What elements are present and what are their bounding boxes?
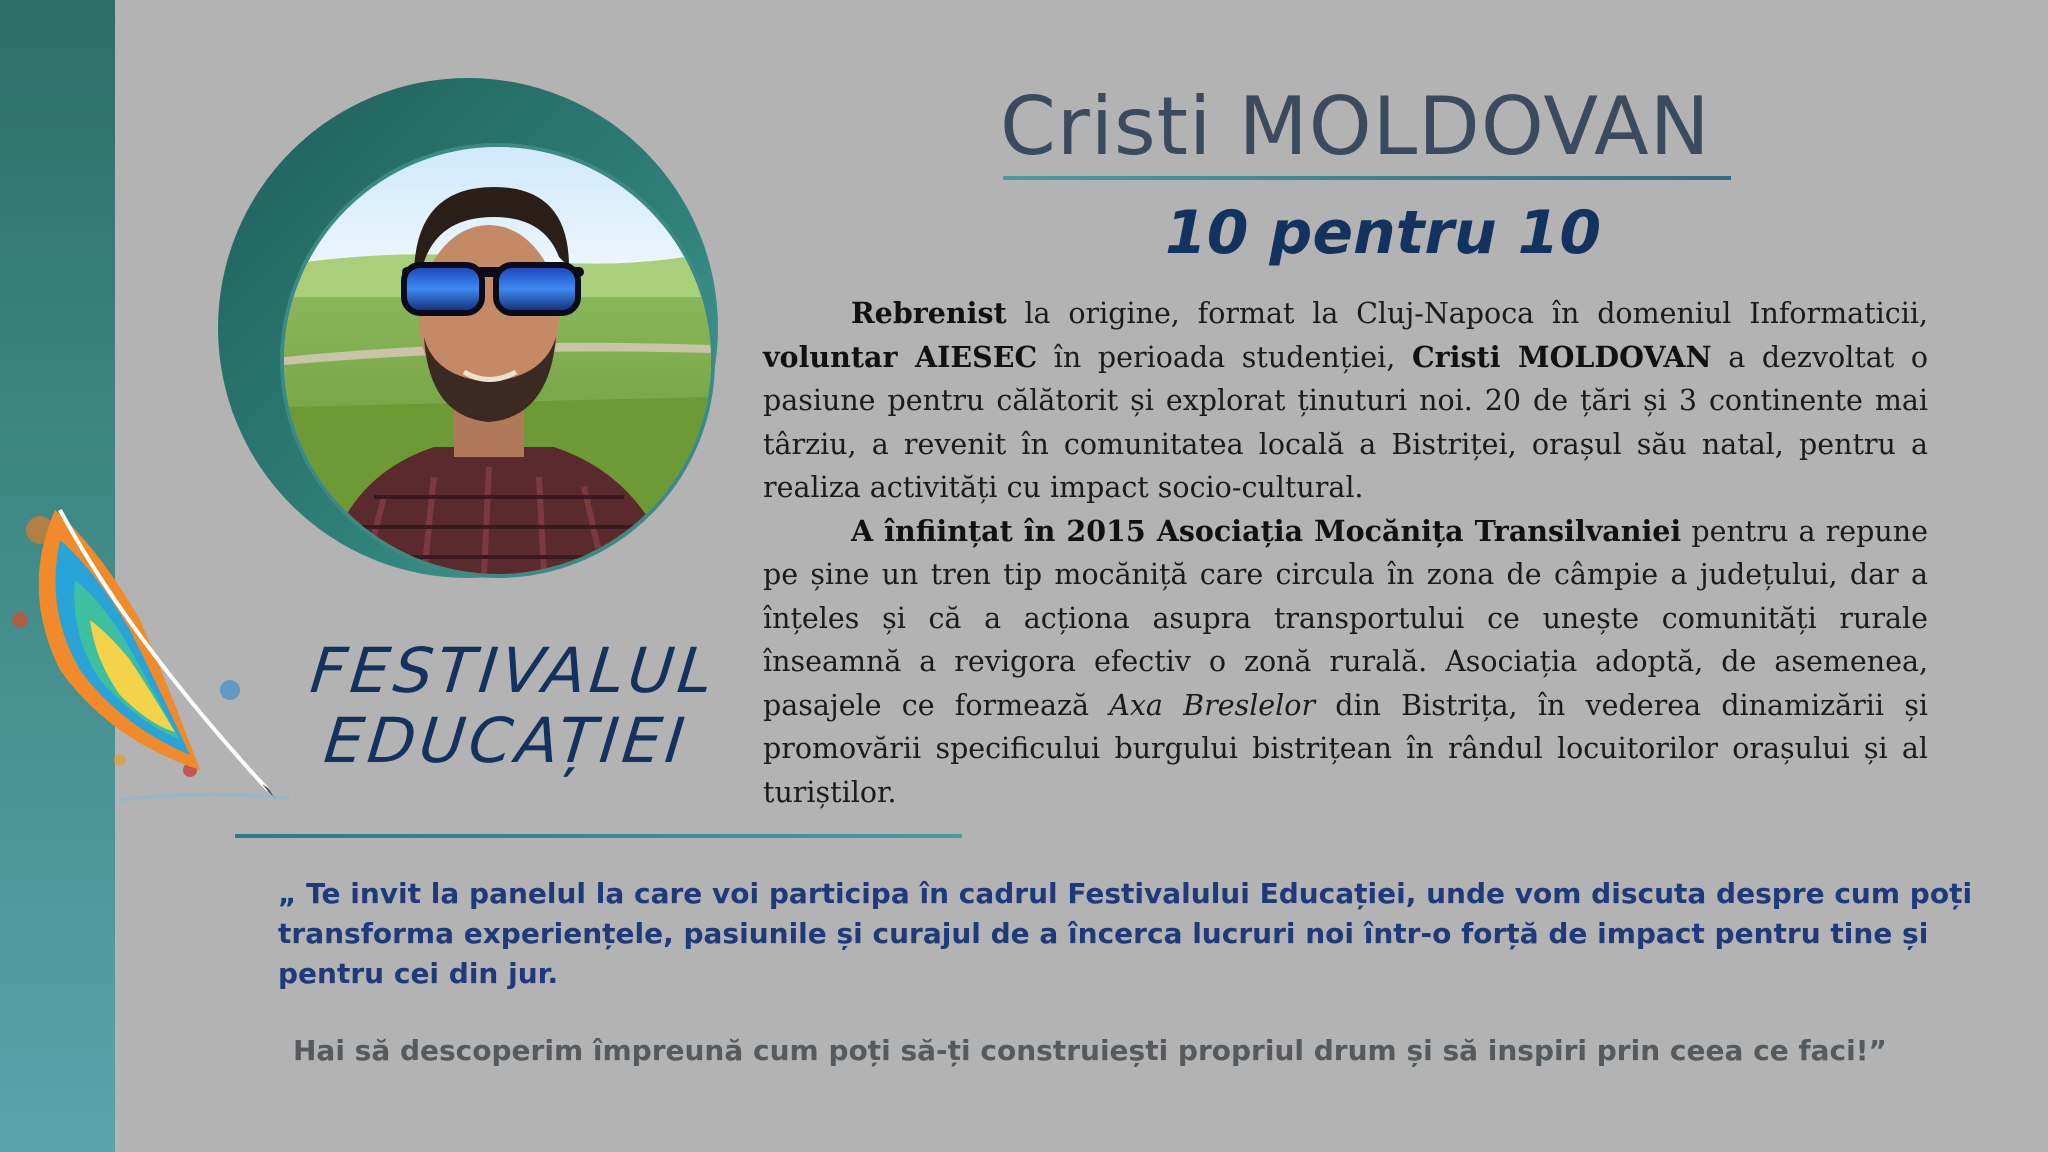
- speaker-quote-closing: Hai să descoperim împreună cum poți să-ți construiești propriul drum și să inspiri prin ceea ce faci!”: [293, 1034, 1887, 1067]
- festival-line-2: EDUCAȚIEI: [320, 704, 692, 777]
- biography: [763, 292, 1928, 814]
- quill-feather-icon: [0, 470, 300, 810]
- subtitle: 10 pentru 10: [1165, 198, 1602, 268]
- speaker-quote: „ Te invit la panelul la care voi participa în cadrul Festivalului Educației, unde vom discuta despre cum poți transforma experiențele, pasiunile și curajul de a încerca lucruri noi într-o forță de impact pentru tine și pentru cei din jur.: [278, 877, 1973, 990]
- bio-paragraph-2: A înființat în 2015 Asociația Mocănița Transilvaniei pentru a repune pe șine un tren tip mocăniță care circula în zona de câmpie a județului, dar a înțeles și că a acționa asupra transportului ce unește comunități rurale înseamnă a revigora efectiv o zonă rurală. Asociația adoptă, de asemenea, pasajele ce formează Axa Breslelor din Bistrița, în vederea dinamizării și promovării specificului burgului bistrițean în rândul locuitorilor orașului și al turiștilor.: [763, 513, 1928, 809]
- profile-photo: [280, 143, 715, 578]
- festival-line-1: FESTIVALUL: [307, 634, 721, 707]
- bio-paragraph-1: Rebrenist la origine, format la Cluj-Napoca în domeniul Informaticii, voluntar AIESEC în perioada studenției, Cristi MOLDOVAN a dezvoltat o pasiune pentru călătorit și explorat ținuturi noi. 20 de țări și 3 continente mai târziu, a revenit în comunitatea locală a Bistriței, orașul său natal, pentru a realiza activități cu impact socio-cultural.: [763, 296, 1929, 504]
- festival-logo-text: [293, 636, 728, 776]
- section-divider: [235, 834, 962, 838]
- name-underline: [1003, 176, 1731, 180]
- speaker-name: Cristi MOLDOVAN: [1000, 80, 1711, 173]
